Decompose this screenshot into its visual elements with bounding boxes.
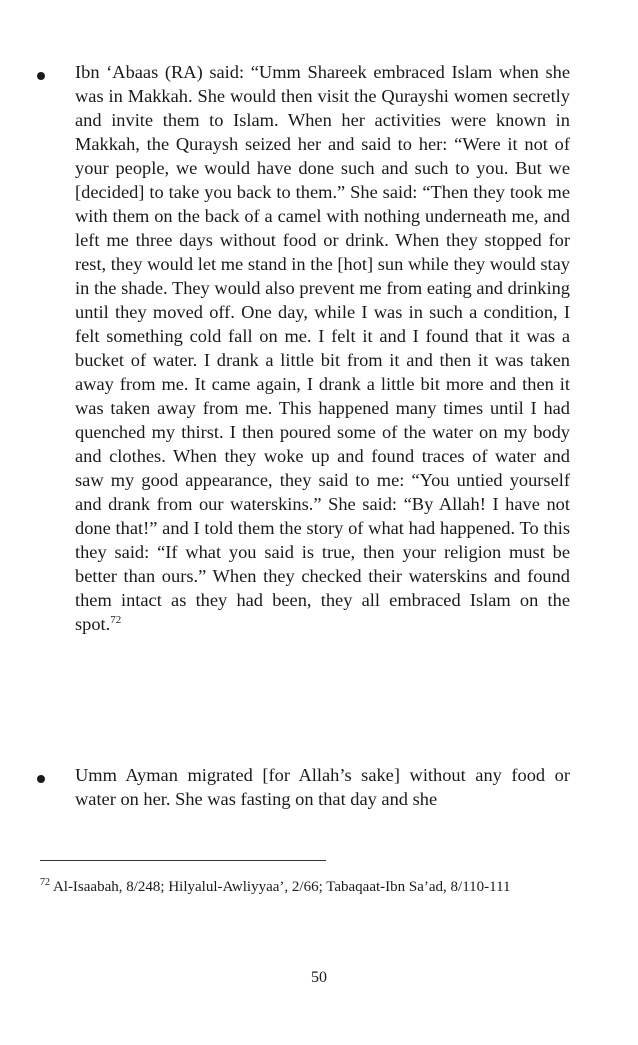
bullet-paragraph [75, 763, 570, 811]
bullet-text-content: Ibn ‘Abaas (RA) said: “Umm Shareek embraced Islam when she was in Makkah. She would then visit the Qurayshi women secretly and invite them to Islam. When her activities were known in Makkah, the Quraysh seized her and said to her: “Were it not of your people, we would have done such and such to you. But we [decided] to take you back to them.” She said: “Then they took me with them on the back of a camel with nothing underneath me, and left me three days without food or drink. When they stopped for rest, they would let me stand in the [hot] sun while they would stay in the shade. They would also prevent me from eating and drinking until they moved off. One day, while I was in such a condition, I felt something cold fall on me. I felt it and I found that it was a bucket of water. I drank a little bit from it and then it was taken away from me. It came again, I drank a little bit more and then it was taken away from me. This happened many times until I had quenched my thirst. I then poured some of the water on my body and clothes. When they woke up and found traces of water and saw my good appearance, they said to me: “You untied yourself and drank from our waterskins.” She said: “By Allah! I have not done that!” and I told them the story of what had happened. To this they said: “If what you said is true, then your religion must be better than ours.” When they checked their waterskins and found them intact as they had been, they all embraced Islam on the spot. [75, 62, 570, 634]
bullet-icon [37, 72, 45, 80]
footnote-number: 72 [40, 877, 50, 888]
page-number: 50 [311, 969, 327, 986]
footnote-divider [40, 860, 326, 861]
footnote-reference[interactable]: 72 [110, 613, 122, 626]
bullet-icon [37, 775, 45, 783]
bullet-text-content: Umm Ayman migrated [for Allah’s sake] without any food or water on her. She was fasting on that day and she [75, 765, 570, 809]
footnote-text: Al-Isaabah, 8/248; Hilyalul-Awliyyaa’, 2/66; Tabaqaat-Ibn Sa’ad, 8/110-111 [52, 879, 511, 895]
bullet-paragraph [75, 60, 570, 636]
footnote [40, 876, 585, 898]
